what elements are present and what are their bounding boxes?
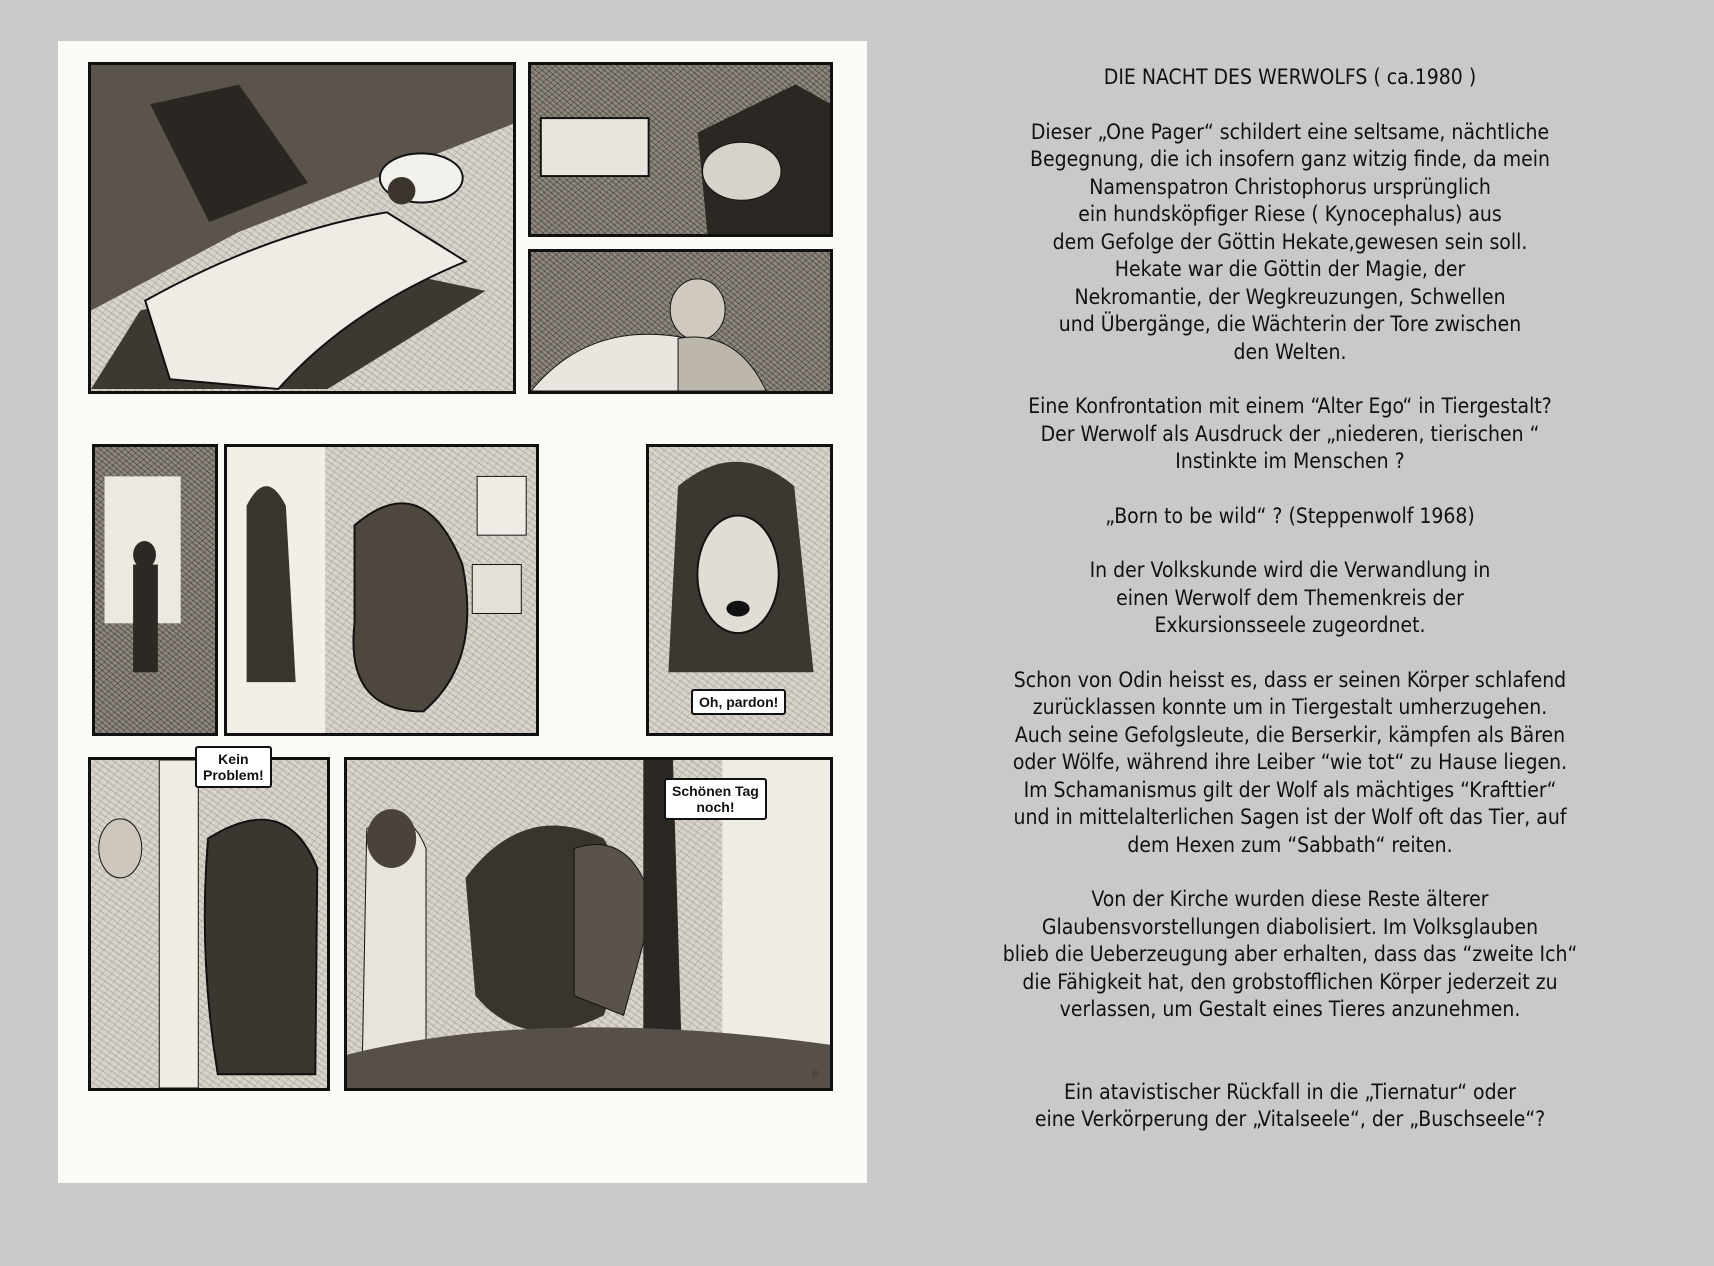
paragraph-one-pager: Dieser „One Pager“ schildert eine seltsame, nächtliche Begegnung, die ich insofern ganz witzig finde, da mein Namenspatron Christophorus ursprünglich ein hundsköpfiger Riese ( Kynocephalus) aus dem Gefolge der Göttin Hekate,gewesen sein soll. Hekate war die Göttin der Magie, der Nekromantie, der Wegkreuzungen, Schwellen und Übergänge, die Wächterin der Tore zwischen den Welten. [1030, 119, 1550, 364]
speech-bubble-oh-pardon: Oh, pardon! [691, 689, 786, 715]
paragraph-born-to-be-wild: „Born to be wild“ ? (Steppenwolf 1968) [1105, 503, 1475, 528]
panel-wolf-waves [88, 757, 330, 1091]
article-text [940, 64, 1640, 1161]
paragraph-volkskunde: In der Volkskunde wird die Verwandlung in einen Werwolf dem Themenkreis der Exkursionsseele zugeordnet. [1089, 558, 1491, 637]
panel-bed-scene [88, 62, 516, 394]
speech-bubble-schoenen-tag: Schönen Tag noch! [664, 778, 767, 820]
paragraph-odin: Schon von Odin heisst es, dass er seinen Körper schlafend zurücklassen konnte um in Tiergestalt umherzugehen. Auch seine Gefolgsleute, die Berserkir, kämpfen als Bären oder Wölfe, während ihre Leiber “wie tot“ zu Hause liegen. Im Schamanismus gilt der Wolf als mächtiges “Krafttier“ und in mittelalterlichen Sagen ist der Wolf oft das Tier, auf dem Hexen zum “Sabbath“ reiten. [1012, 667, 1568, 857]
panel-sitting-up [528, 249, 833, 394]
panel-shocked-face [646, 444, 833, 736]
paragraph-alter-ego: Eine Konfrontation mit einem “Alter Ego“ in Tiergestalt? Der Werwolf als Ausdruck der „niederen, tierischen “ Instinkte im Menschen ? [1028, 394, 1552, 473]
paragraph-atavistisch: Ein atavistischer Rückfall in die „Tiernatur“ oder eine Verkörperung der „Vitalseele“, der „Buschseele“? [1034, 1079, 1546, 1131]
paragraph-kirche: Von der Kirche wurden diese Reste älterer Glaubensvorstellungen diabolisiert. Im Volksglauben blieb die Ueberzeugung aber erhalten, dass das “zweite Ich“ die Fähigkeit hat, den grobstofflichen Körper jederzeit zu verlassen, um Gestalt eines Tieres anzunehmen. [1002, 887, 1578, 1021]
article-title: DIE NACHT DES WERWOLFS ( ca.1980 ) [1103, 65, 1477, 89]
panel-window-awake [528, 62, 833, 237]
panel-door-open [224, 444, 539, 736]
artist-signature: © [810, 1069, 821, 1081]
speech-bubble-kein-problem: Kein Problem! [195, 746, 272, 788]
comic-page [58, 41, 867, 1183]
panel-hallway-man [92, 444, 218, 736]
